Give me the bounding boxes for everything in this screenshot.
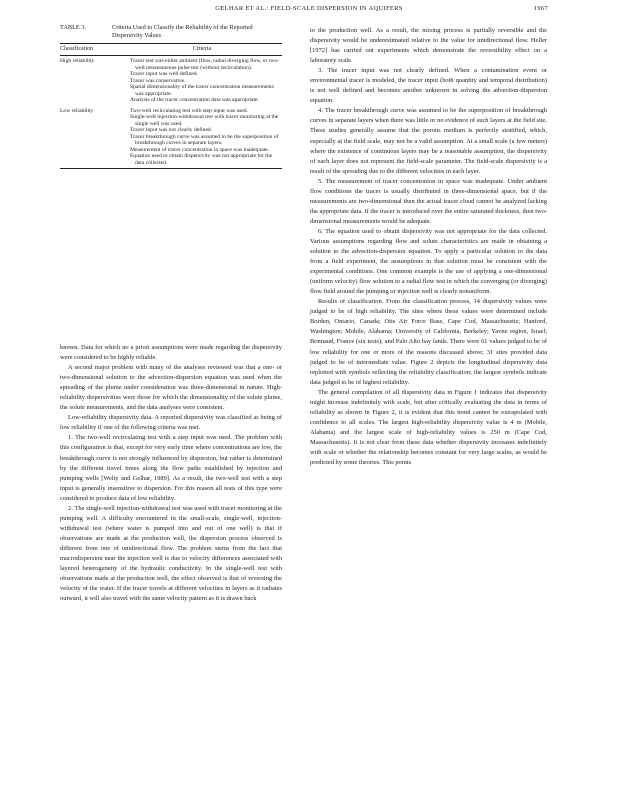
paragraph: known. Data for which no a priori assumptions were made regarding the dispersivity were considered to be highly reliable. [60,344,282,362]
paragraph: 4. The tracer breakthrough curve was assumed to be the superposition of breakthrough curves in separate layers when there was little or no evidence of such layers at the field site. These studies generally assume that the porous medium is perfectly stratified, which, especially at the field scale, may not be a valid assumption. At a small scale (a few meters) where the existence of continuous layers may be a reasonable assumption, the dispersivity of each layer does not represent the field-scale parameter. The field-scale dispersivity is a result of the spreading due to the different velocities in each layer. [310,107,547,175]
criterion-item: Analysis of the tracer concentration data was appropriate. [130,97,259,103]
classification-label: High reliability [60,58,95,64]
criterion-item: Tracer was conservative. [130,77,186,84]
criterion-item: Tracer input was well defined. [130,71,198,77]
table-caption [60,24,282,40]
criterion-item: Two-well recirculating test with step input was used. [130,107,248,114]
criteria-table [60,24,282,169]
paragraph: Results of classification. From the classification process, 14 dispersivity values were judged to be of high reliability. The sites where these values were determined include Borden, Ontario, Canada; Otis Air Force Base, Cape Cod, Massachusetts; Hanford, Washington; Mobile, Alabama; University of California, Berkeley; Yavne region, Israel; Bonnaud, France (six tests); and Palo Alto bay lands. There were 61 values judged to be of low reliability for one or more of the reasons discussed above; 31 sites provided data judged to be of intermediate value. Figure 2 depicts the longitudinal dispersivity data replotted with symbols reflecting the reliability classification; the largest symbols indicate data judged to be of highest reliability. [310,298,547,386]
paragraph: 2. The single-well injection-withdrawal test was used with tracer monitoring at the pumping well. A difficulty encountered in the small-scale, single-well, injection-withdrawal test (where water is pumped into and out of one well) is that if observations are made at the production well, the dispersion process observed is different from one of unidirectional flow. The problem stems from the fact that macrodispersion near the injection well is due to velocity differences associated with layered heterogeneity of the hydraulic conductivity. In the single-well test with observations made at the production well, the effect observed is that of reversing the velocity of the water. If the tracer travels at different velocities in layers as it radiates outward, it will also travel with the same velocity pattern as it is drawn back [60,504,282,603]
page-number: 1967 [533,5,548,12]
classification-label: Low reliability [60,107,94,114]
criterion-item: Measurement of tracer concentration in space was inadequate. [130,146,270,153]
right-column [310,26,547,468]
criterion-item: Equation used to obtain dispersivity was not appropriate for the data collected. [130,153,273,166]
criterion-item: Tracer input was not clearly defined. [130,127,213,133]
table-bottom-rule [60,168,282,169]
table-group [60,108,282,167]
table-header-row [60,44,282,55]
paragraph: 3. The tracer input was not clearly defined. When a contamination event or environmental tracer is modeled, the tracer input (both quantity and temporal distribution) is not well defined and becomes another unknown in solving the advection-dispersion equation. [310,67,547,105]
criterion-item: Tracer breakthrough curve was assumed to be the superposition of breakthrough curves in separate layers. [130,133,279,146]
col-header-classification: Classification [60,46,93,52]
criterion-item: Tracer test was either ambient (flow, radial diverging flow, or two-well instantaneous pulse test (without recirculation). [130,58,280,71]
table-label: TABLE 3. [60,24,87,31]
running-title: GELHAR ET AL.: FIELD-SCALE DISPERSION IN AQUIFERS [215,5,403,12]
paragraph: A second major problem with many of the analyses reviewed was that a one- or two-dimensional solution to the advection-dispersion equation was used when the spreading of the plume under consideration was three-dimensional in nature. High-reliability dispersivities were those for which the dimensionality of the solute plume, the solute measurements, and the data analyses were consistent. [60,364,282,412]
paragraph: 1. The two-well recirculating test with a step input was used. The problem with this configuration is that, except for very early time where concentrations are low, the breakthrough curve is not strongly influenced by dispersion, but rather is determined by the different travel times along the flow paths established by injection and pumping wells [Welty and Gelhar, 1989]. As a result, the two-well test with a step input is generally insensitive to dispersion. For this reason all tests of this type were considered to produce data of low reliability. [60,434,282,502]
table-body [60,58,282,166]
running-header [70,5,548,19]
table-caption-text: Criteria Used to Classify the Reliability of the Reported Dispersivity Values [112,24,253,39]
paragraph: The general compilation of all dispersivity data in Figure 1 indicates that dispersivity might increase indefinitely with scale, but after critically evaluating the data in terms of reliability as shown in Figure 2, it is evident that this trend cannot be extrapolated with confidence to all scales. The largest high-reliability dispersivity value is 4 m (Mobile, Alabama) and the largest scale of high-reliability values is 250 m (Cape Cod, Massachusetts). It is not clear from these data whether dispersivity increases indefinitely with scale or whether the relationship becomes constant for very large scales, as would be predicted by some theories. This points [310,388,547,467]
table-group [60,58,282,104]
left-column [60,343,282,604]
paragraph: 6. The equation used to obtain dispersivity was not appropriate for the data collected. Various assumptions regarding flow and solute characteristics are made in obtaining a solution to the advection-dispersion equation. To apply a particular solution to the data from a field experiment, the assumptions in that solution must be consistent with the experimental conditions. One common example is the use of applying a one-dimensional (uniform velocity) flow solution to a radial flow test in which the converging (or diverging) flow field around the pumping or injection well is clearly nonuniform. [310,227,547,296]
table-header-rule [60,55,282,56]
paragraph: Low-reliability dispersivity data. A reported dispersivity was classified as being of low reliability if one of the following criteria was met. [60,414,282,432]
col-header-criteria: Criteria [192,46,212,52]
criterion-item: Single-well injection-withdrawal test with tracer monitoring at the single well was used. [130,114,279,127]
paragraph: to the production well. As a result, the mixing process is partially reversible and the dispersivity would be underestimated relative to the value for unidirectional flow. Heller [1972] has carried out experiments which demonstrate the reversibility effect on a laboratory scale. [310,27,547,65]
criterion-item: Spatial dimensionality of the tracer concentration measurements was appropriate. [130,84,274,97]
paragraph: 5. The measurement of tracer concentration in space was inadequate. Under ambient flow conditions the tracer is usually distributed in three-dimensional space, but if the measurements are two-dimensional then the actual tracer cloud cannot be analyzed lacking the appropriate data. If the tracer is introduced over the entire saturated thickness, then two-dimensional measurements would be adequate. [310,177,547,225]
